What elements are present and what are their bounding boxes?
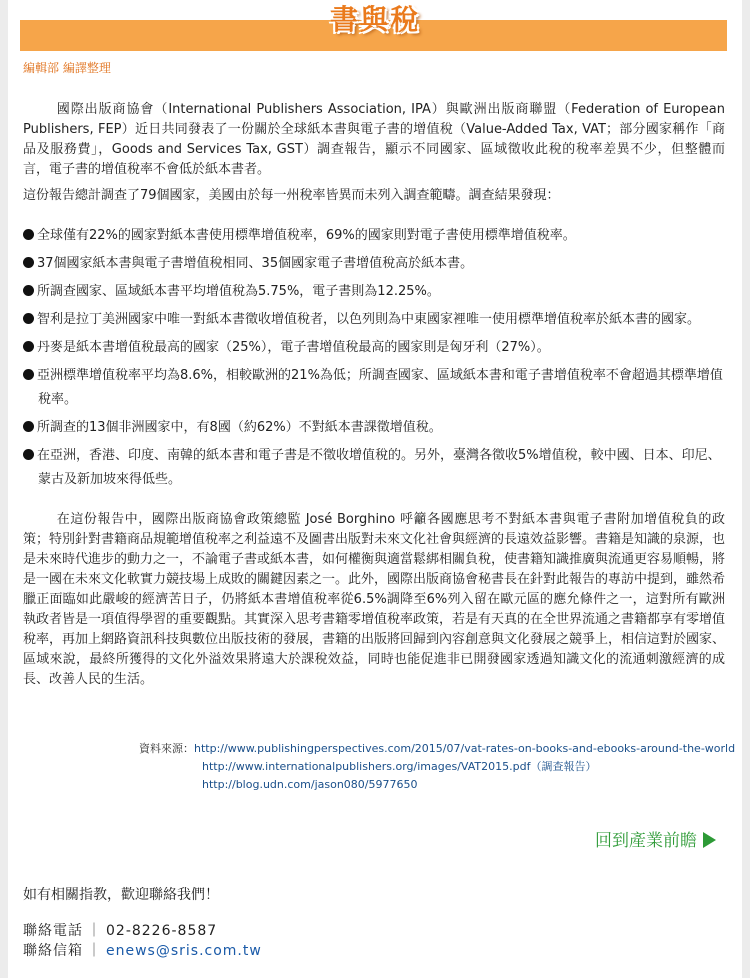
bullet-icon (23, 449, 34, 460)
source-link-2-note: （調查報告） (530, 760, 597, 773)
separator: ｜ (87, 923, 102, 939)
list-item: 智利是拉丁美洲國家中唯一對紙本書徵收增值稅者，以色列則為中東國家裡唯一使用標準增值稅率於紙本書的國家。 (23, 308, 725, 332)
bullet-icon (23, 313, 34, 324)
bullet-icon (23, 257, 34, 268)
page-title: 書與稅 (329, 3, 420, 36)
phone-number: 02-8226-8587 (106, 923, 218, 939)
newsletter-page (8, 0, 742, 978)
source-link-3[interactable]: http://blog.udn.com/jason080/5977650 (202, 778, 418, 791)
list-item: 所調查國家、區域紙本書平均增值稅為5.75%，電子書則為12.25%。 (23, 280, 725, 304)
intro-paragraph: 國際出版商協會（International Publishers Association, IPA）與歐洲出版商聯盟（Federation of European Publishers, FEP）近日共同發表了一份關於全球紙本書與電子書的增值稅（Value-Added Tax, VAT；部分國家稱作「商品及服務費」，Goods and Services Tax, GST）調查報告，顯示不同國家、區域徵收此稅的稅率差異不少，但整體而言，電子書的增值稅率不會低於紙本書者。 (23, 102, 725, 177)
bullet-icon (23, 369, 34, 380)
phone-label: 聯絡電話 (23, 923, 83, 939)
separator: ｜ (87, 943, 102, 959)
bullet-icon (23, 421, 34, 432)
back-to-industry-link[interactable] (595, 826, 716, 851)
list-item: 亞洲標準增值稅率平均為8.6%，相較歐洲的21%為低；所調查國家、區域紙本書和電子書增值稅率不會超過其標準增值稅率。 (23, 364, 725, 412)
findings-list (23, 224, 725, 492)
email-link[interactable]: enews@sris.com.tw (106, 943, 262, 959)
email-label: 聯絡信箱 (23, 943, 83, 959)
sources-block (139, 740, 735, 794)
conclusion-paragraph: 在這份報告中，國際出版商協會政策總監 José Borghino 呼籲各國應思考不對紙本書與電子書附加增值稅負的政策；特別針對書籍商品規範增值稅率之利益遠不及圖書出版對未來文化社會與經濟的長遠效益影響。書籍是知識的泉源，也是未來時代進步的動力之一，不論電子書或紙本書，如何權衡與適當鬆綁相關負稅，使書籍知識推廣與流通更容易順暢，將是一國在未來文化軟實力競技場上成敗的關鍵因素之一。此外，國際出版商協會秘書長在針對此報告的專訪中提到，雖然希臘正面臨如此嚴峻的經濟苦日子，仍將紙本書增值稅率從6.5%調降至6%列入留在歐元區的應允條件之一，這對所有歐洲執政者皆是一項值得學習的重要觀點。其實深入思考書籍零增值稅率政策，若是有天真的在全世界流通之書籍都享有零增值稅率，再加上網路資訊科技與數位出版技術的發展，書籍的出版將回歸到內容創意與文化發展之競爭上，相信這對於國家、區域來說，最終所獲得的文化外溢效果將遠大於課稅效益，同時也能促進非已開發國家透過知識文化的流通刺激經濟的成長、改善人民的生活。 (23, 512, 726, 687)
play-arrow-icon (703, 832, 716, 848)
sources-label: 資料來源： (139, 742, 194, 755)
article-body (23, 100, 725, 690)
list-item: 在亞洲，香港、印度、南韓的紙本書和電子書是不徵收增值稅的。另外，臺灣各徵收5%增值稅，較中國、日本、印尼、蒙古及新加坡來得低些。 (23, 444, 725, 492)
summary-line: 這份報告總計調查了79個國家，美國由於每一州稅率皆異而未列入調查範疇。調查結果發現： (23, 188, 560, 203)
contact-intro: 如有相關指教，歡迎聯絡我們！ (23, 887, 219, 903)
contact-block (23, 921, 262, 961)
back-label: 回到產業前瞻 (595, 831, 697, 851)
source-link-2[interactable]: http://www.internationalpublishers.org/images/VAT2015.pdf (202, 760, 531, 773)
bullet-icon (23, 229, 34, 240)
bullet-icon (23, 285, 34, 296)
list-item: 37個國家紙本書與電子書增值稅相同、35個國家電子書增值稅高於紙本書。 (23, 252, 725, 276)
bullet-icon (23, 341, 34, 352)
list-item: 所調查的13個非洲國家中，有8國（約62%）不對紙本書課徵增值稅。 (23, 416, 725, 440)
byline: 編輯部 編譯整理 (23, 61, 111, 75)
list-item: 丹麥是紙本書增值稅最高的國家（25%），電子書增值稅最高的國家則是匈牙利（27%）。 (23, 336, 725, 360)
source-link-1[interactable]: http://www.publishingperspectives.com/2015/07/vat-rates-on-books-and-ebooks-around-the-world (194, 742, 736, 755)
list-item: 全球僅有22%的國家對紙本書使用標準增值稅率，69%的國家則對電子書使用標準增值稅率。 (23, 224, 725, 248)
